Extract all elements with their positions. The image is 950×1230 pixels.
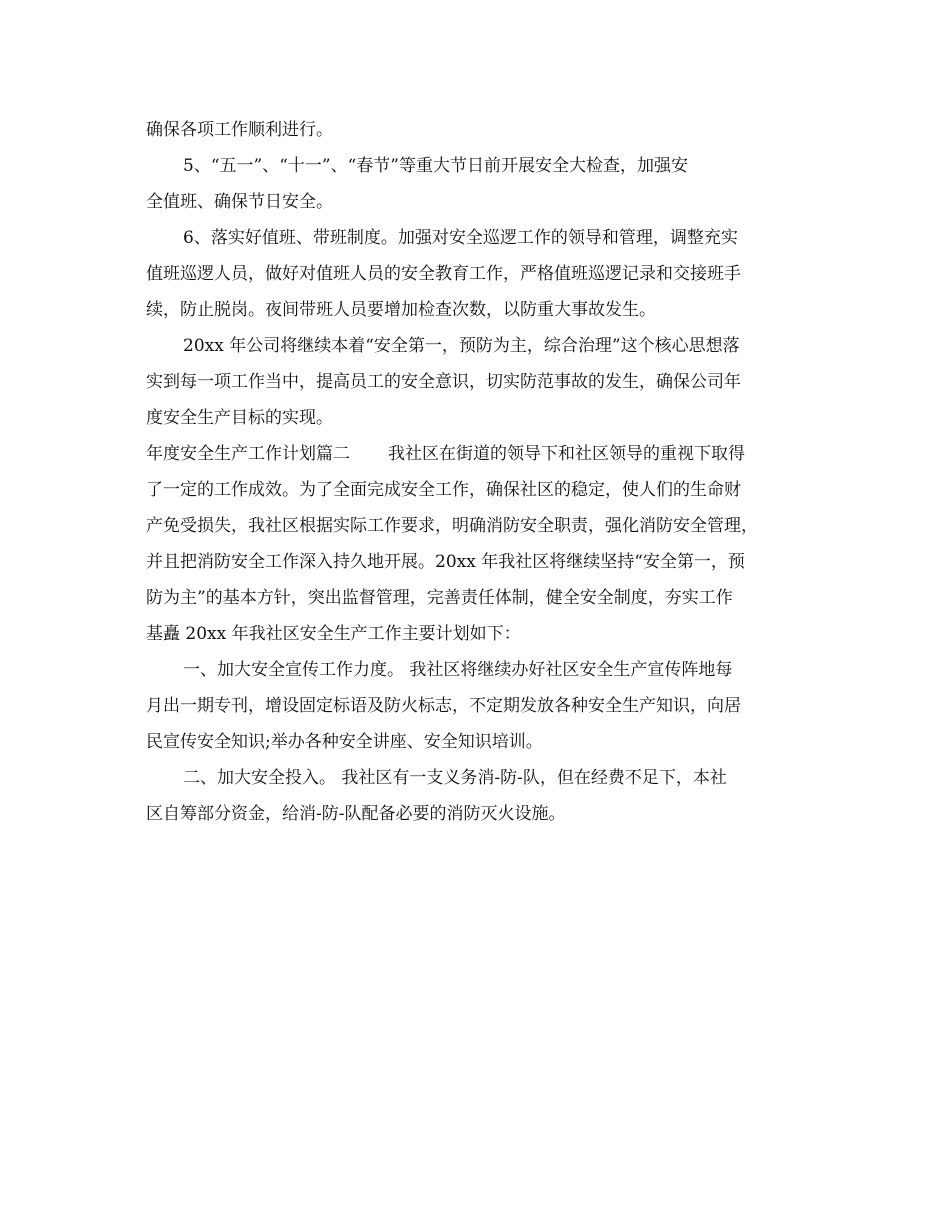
text-line: 5、“五一”、“十一”、“春节”等重大节日前开展安全大检查，加强安 <box>183 156 688 176</box>
text-line: 月出一期专刊，增设固定标语及防火标志，不定期发放各种安全生产知识，向居 <box>146 696 741 716</box>
text-line: 了一定的工作成效。为了全面完成安全工作，确保社区的稳定，使人们的生命财 <box>146 480 741 500</box>
section-heading-line <box>146 436 806 472</box>
text-line: 度安全生产目标的实现。 <box>146 408 333 428</box>
text-line: 并且把消防安全工作深入持久地开展。20xx 年我社区将继续坚持“安全第一，预 <box>146 552 745 572</box>
text-line: 民宣传安全知识;举办各种安全讲座、安全知识培训。 <box>146 732 543 752</box>
section-first-text: 我社区在街道的领导下和社区领导的重视下取得 <box>388 444 745 464</box>
text-line: 6、落实好值班、带班制度。加强对安全巡逻工作的领导和管理，调整充实 <box>183 228 738 248</box>
text-line: 区自筹部分资金，给消-防-队配备必要的消防灭火设施。 <box>146 804 566 824</box>
text-line: 确保各项工作顺利进行。 <box>146 120 333 140</box>
text-line: 20xx 年公司将继续本着“安全第一，预防为主，综合治理”这个核心思想落 <box>183 336 740 356</box>
text-line: 基矗 20xx 年我社区安全生产工作主要计划如下： <box>146 624 521 644</box>
text-line: 续，防止脱岗。夜间带班人员要增加检查次数，以防重大事故发生。 <box>146 300 656 320</box>
text-line: 二、加大安全投入。 我社区有一支义务消-防-队，但在经费不足下，本社 <box>183 768 727 788</box>
text-line: 全值班、确保节日安全。 <box>146 192 333 212</box>
section-heading: 年度安全生产工作计划篇二 <box>146 444 350 464</box>
text-line: 一、加大安全宣传工作力度。 我社区将继续办好社区安全生产宣传阵地每 <box>183 660 733 680</box>
document-body <box>146 112 806 832</box>
text-line: 实到每一项工作当中，提高员工的安全意识，切实防范事故的发生，确保公司年 <box>146 372 741 392</box>
text-line: 防为主”的基本方针，突出监督管理，完善责任体制，健全安全制度，夯实工作 <box>146 588 733 608</box>
text-line: 产免受损失，我社区根据实际工作要求，明确消防安全职责，强化消防安全管理， <box>146 516 758 536</box>
text-line: 值班巡逻人员，做好对值班人员的安全教育工作，严格值班巡逻记录和交接班手 <box>146 264 741 284</box>
